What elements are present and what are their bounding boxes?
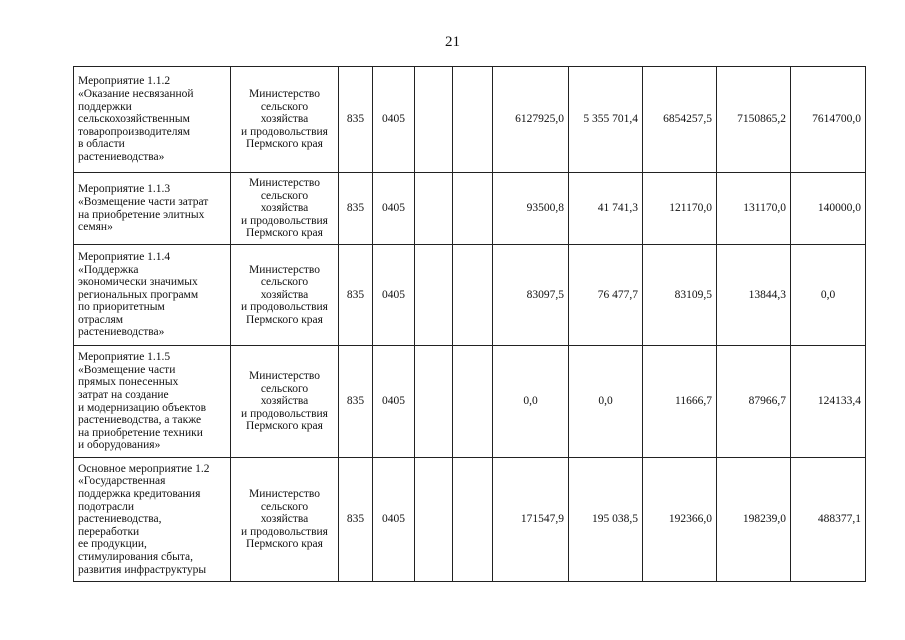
activity-name-line: «Возмещение части (78, 363, 176, 376)
activity-name-cell (74, 173, 231, 245)
amount-cell: 198239,0 (717, 458, 791, 582)
executor-line: Пермского края (246, 538, 323, 551)
executor-line: и продовольствия (241, 407, 328, 420)
amount-cell: 41 741,3 (569, 173, 643, 245)
expense-type-cell (453, 458, 493, 582)
executor-line: и продовольствия (241, 125, 328, 138)
activity-name-line: растениеводства» (78, 150, 165, 163)
executor-line: сельского (260, 276, 309, 289)
executor-line: Министерство (249, 370, 320, 383)
activity-name-line: Мероприятие 1.1.3 (78, 183, 171, 196)
activity-name-line: поддержки (78, 100, 132, 113)
target-article-cell (415, 458, 453, 582)
budget-code-cell: 835 (339, 173, 373, 245)
activity-name-line: Мероприятие 1.1.5 (78, 351, 171, 364)
amount-cell: 0,0 (791, 245, 866, 346)
activity-name-cell (74, 67, 231, 173)
activity-name-line: Основное мероприятие 1.2 (78, 462, 210, 475)
activity-name-line: на приобретение техники (78, 426, 203, 439)
activity-name-line: семян» (78, 221, 113, 234)
amount-cell: 83109,5 (643, 245, 717, 346)
activity-name-line: растениеводства, (78, 513, 162, 526)
expense-type-cell (453, 173, 493, 245)
executor-line: Министерство (249, 488, 320, 501)
target-article-cell (415, 173, 453, 245)
activity-name-line: «Государственная (78, 475, 166, 488)
activity-name-line: товаропроизводителям (78, 125, 191, 138)
activity-name-line: затрат на создание (78, 388, 169, 401)
amount-cell: 83097,5 (493, 245, 569, 346)
activity-name-line: развития инфраструктуры (78, 563, 207, 576)
activity-name-cell (74, 245, 231, 346)
activity-name-line: переработки (78, 525, 140, 538)
amount-cell: 140000,0 (791, 173, 866, 245)
section-code-cell: 0405 (373, 245, 415, 346)
activity-name-line: «Возмещение части затрат (78, 195, 209, 208)
executor-cell (231, 458, 339, 582)
executor-line: и продовольствия (241, 301, 328, 314)
activity-name-line: по приоритетным (78, 301, 165, 314)
activity-name-line: региональных программ (78, 288, 199, 301)
budget-code-cell: 835 (339, 67, 373, 173)
activity-name-line: на приобретение элитных (78, 208, 205, 221)
budget-code-cell: 835 (339, 458, 373, 582)
executor-line: хозяйства (260, 113, 309, 126)
table-row (74, 173, 866, 245)
activity-name-line: растениеводства, а также (78, 414, 202, 427)
amount-cell: 87966,7 (717, 346, 791, 458)
activity-name-line: экономически значимых (78, 276, 198, 289)
amount-cell: 192366,0 (643, 458, 717, 582)
executor-cell (231, 173, 339, 245)
activity-name-line: и оборудования» (78, 439, 161, 452)
target-article-cell (415, 346, 453, 458)
section-code-cell: 0405 (373, 458, 415, 582)
executor-line: сельского (260, 100, 309, 113)
expense-type-cell (453, 67, 493, 173)
activity-name-line: поддержка кредитования (78, 488, 201, 501)
executor-cell (231, 67, 339, 173)
executor-line: и продовольствия (241, 214, 328, 227)
amount-cell: 7150865,2 (717, 67, 791, 173)
budget-code-cell: 835 (339, 245, 373, 346)
executor-line: хозяйства (260, 395, 309, 408)
activity-name-line: Мероприятие 1.1.4 (78, 250, 171, 263)
amount-cell: 0,0 (493, 346, 569, 458)
executor-line: Министерство (249, 88, 320, 101)
table-row (74, 346, 866, 458)
activity-name-cell (74, 458, 231, 582)
executor-line: хозяйства (260, 202, 309, 215)
section-code-cell: 0405 (373, 67, 415, 173)
activity-name-cell (74, 346, 231, 458)
activity-name-line: в области (78, 138, 125, 151)
amount-cell: 7614700,0 (791, 67, 866, 173)
executor-cell (231, 245, 339, 346)
budget-code-cell: 835 (339, 346, 373, 458)
executor-cell (231, 346, 339, 458)
amount-cell: 11666,7 (643, 346, 717, 458)
amount-cell: 124133,4 (791, 346, 866, 458)
activity-name-line: Мероприятие 1.1.2 (78, 75, 171, 88)
activity-name-line: ее продукции, (78, 538, 147, 551)
amount-cell: 171547,9 (493, 458, 569, 582)
amount-cell: 5 355 701,4 (569, 67, 643, 173)
program-funding-table (73, 66, 866, 582)
activity-name-line: прямых понесенных (78, 376, 179, 389)
executor-line: сельского (260, 500, 309, 513)
amount-cell: 121170,0 (643, 173, 717, 245)
table-body (74, 67, 866, 582)
target-article-cell (415, 245, 453, 346)
activity-name-line: сельскохозяйственным (78, 113, 190, 126)
activity-name-line: стимулирования сбыта, (78, 550, 194, 563)
amount-cell: 131170,0 (717, 173, 791, 245)
executor-line: Министерство (249, 263, 320, 276)
amount-cell: 6127925,0 (493, 67, 569, 173)
activity-name-line: подотрасли (78, 500, 135, 513)
amount-cell: 488377,1 (791, 458, 866, 582)
executor-line: Пермского края (246, 313, 323, 326)
amount-cell: 195 038,5 (569, 458, 643, 582)
executor-line: и продовольствия (241, 525, 328, 538)
executor-line: Пермского края (246, 420, 323, 433)
executor-line: сельского (260, 382, 309, 395)
executor-line: хозяйства (260, 288, 309, 301)
page-number: 21 (445, 34, 460, 50)
section-code-cell: 0405 (373, 173, 415, 245)
expense-type-cell (453, 245, 493, 346)
activity-name-line: растениеводства» (78, 326, 165, 339)
expense-type-cell (453, 346, 493, 458)
table-row (74, 67, 866, 173)
executor-line: Пермского края (246, 227, 323, 240)
executor-line: хозяйства (260, 513, 309, 526)
amount-cell: 13844,3 (717, 245, 791, 346)
executor-line: Пермского края (246, 138, 323, 151)
activity-name-line: «Оказание несвязанной (78, 88, 194, 101)
executor-line: Министерство (249, 177, 320, 190)
executor-line: сельского (260, 189, 309, 202)
activity-name-line: и модернизацию объектов (78, 401, 207, 414)
table-row (74, 245, 866, 346)
target-article-cell (415, 67, 453, 173)
amount-cell: 76 477,7 (569, 245, 643, 346)
amount-cell: 0,0 (569, 346, 643, 458)
amount-cell: 93500,8 (493, 173, 569, 245)
activity-name-line: «Поддержка (78, 263, 139, 276)
amount-cell: 6854257,5 (643, 67, 717, 173)
table-row (74, 458, 866, 582)
section-code-cell: 0405 (373, 346, 415, 458)
activity-name-line: отраслям (78, 313, 124, 326)
